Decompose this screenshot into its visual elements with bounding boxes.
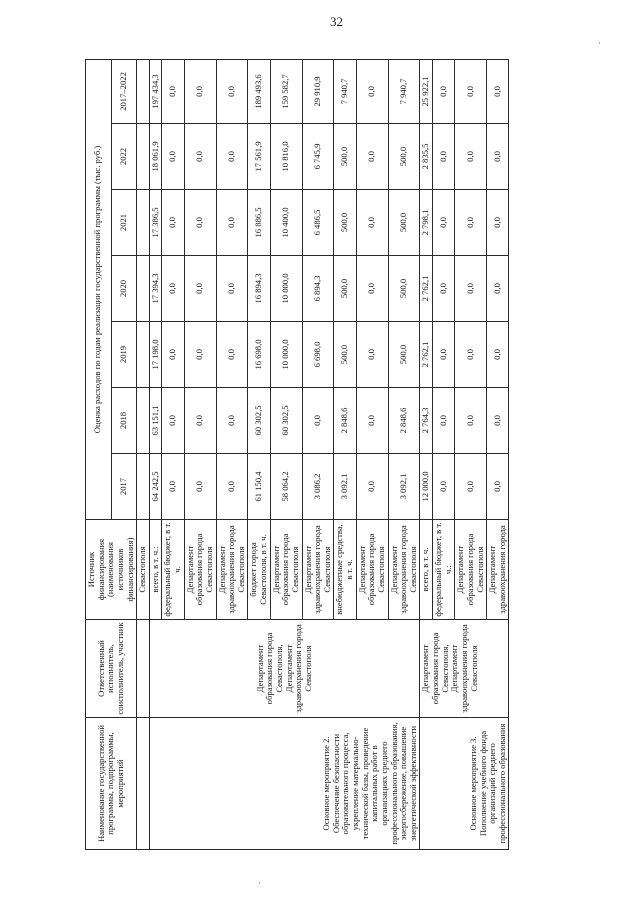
value-cell: 500,0 (334, 124, 356, 190)
value-cell: 2 848,6 (388, 388, 420, 454)
source-cell: федеральный бюджет, в т. ч. (162, 520, 184, 620)
value-cell (137, 388, 150, 454)
total-cell: 0,0 (433, 59, 455, 123)
value-cell: 500,0 (388, 124, 420, 190)
value-cell: 500,0 (334, 322, 356, 388)
budget-table (85, 59, 509, 850)
value-cell: 0,0 (184, 124, 216, 190)
value-cell: 61 150,4 (248, 454, 270, 520)
value-cell: 0,0 (487, 124, 509, 190)
value-cell: 63 151,1 (149, 388, 162, 454)
source-cell: Севастополя (137, 520, 150, 620)
value-cell: 0,0 (455, 256, 487, 322)
value-cell: 17 394,3 (149, 256, 162, 322)
value-cell: 3 086,2 (302, 454, 334, 520)
value-cell: 0,0 (356, 322, 388, 388)
value-cell: 0,0 (487, 190, 509, 256)
value-cell: 64 242,5 (149, 454, 162, 520)
rotated-table-container (85, 60, 605, 850)
value-cell (137, 124, 150, 190)
value-cell: 0,0 (487, 256, 509, 322)
total-cell: 0,0 (216, 59, 248, 123)
value-cell: 500,0 (334, 190, 356, 256)
scan-speck: · (598, 38, 601, 48)
value-cell: 500,0 (334, 256, 356, 322)
value-cell: 0,0 (433, 256, 455, 322)
value-cell: 0,0 (433, 388, 455, 454)
measure-executor: Департамент образования города Севастополя, Департамент здравоохранения города Севастополя (420, 620, 509, 718)
value-cell: 0,0 (184, 322, 216, 388)
value-cell: 17 561,9 (248, 124, 270, 190)
value-cell: 0,0 (356, 124, 388, 190)
total-cell: 0,0 (356, 59, 388, 123)
value-cell: 0,0 (356, 388, 388, 454)
header-year: 2020 (111, 256, 137, 322)
header-year-total: 2017–2022 (111, 59, 137, 123)
value-cell: 6 745,9 (302, 124, 334, 190)
value-cell: 0,0 (433, 322, 455, 388)
value-cell: 0,0 (356, 454, 388, 520)
value-cell: 18 061,9 (149, 124, 162, 190)
value-cell: 60 302,5 (270, 388, 302, 454)
source-cell: Департамент образования города Севастополя (270, 520, 302, 620)
value-cell: 2 762,1 (420, 322, 433, 388)
value-cell: 10 400,0 (270, 190, 302, 256)
source-cell: Департамент здравоохранения города Севастополя (388, 520, 420, 620)
value-cell: 0,0 (433, 190, 455, 256)
value-cell: 0,0 (455, 190, 487, 256)
value-cell: 12 000,0 (420, 454, 433, 520)
value-cell: 0,0 (162, 124, 184, 190)
header-year: 2022 (111, 124, 137, 190)
page-number: 32 (330, 14, 343, 29)
source-cell: Департамент здравоохранения города (487, 520, 509, 620)
total-cell: 197 434,3 (149, 59, 162, 123)
source-cell: всего, в т. ч. (420, 520, 433, 620)
value-cell: 3 092,1 (334, 454, 356, 520)
total-cell: 0,0 (184, 59, 216, 123)
value-cell: 0,0 (455, 388, 487, 454)
value-cell (137, 454, 150, 520)
source-cell: внебюджетные средства, в т. ч. (334, 520, 356, 620)
value-cell: 0,0 (216, 454, 248, 520)
value-cell (137, 59, 150, 123)
value-cell: 17 198,0 (149, 322, 162, 388)
total-cell: 7 940,7 (334, 59, 356, 123)
value-cell: 0,0 (487, 454, 509, 520)
value-cell: 17 386,5 (149, 190, 162, 256)
value-cell: 6 698,0 (302, 322, 334, 388)
table-row (137, 59, 150, 849)
header-year: 2019 (111, 322, 137, 388)
value-cell: 16 894,3 (248, 256, 270, 322)
source-cell: Департамент образования города Севастополя (356, 520, 388, 620)
value-cell: 0,0 (162, 190, 184, 256)
value-cell: 0,0 (487, 388, 509, 454)
value-cell: 0,0 (433, 124, 455, 190)
total-cell: 159 582,7 (270, 59, 302, 123)
value-cell: 0,0 (216, 190, 248, 256)
header-year: 2021 (111, 190, 137, 256)
value-cell: 0,0 (162, 454, 184, 520)
value-cell: 2 764,3 (420, 388, 433, 454)
source-cell: федеральный бюджет, в т. ч.: (433, 520, 455, 620)
header-executor: Ответственный исполнитель, соисполнитель, участник (86, 620, 137, 718)
cell (137, 620, 150, 718)
value-cell: 16 698,0 (248, 322, 270, 388)
total-cell: 0,0 (162, 59, 184, 123)
value-cell: 0,0 (184, 190, 216, 256)
total-cell: 7 940,7 (388, 59, 420, 123)
value-cell: 0,0 (455, 124, 487, 190)
value-cell: 0,0 (162, 388, 184, 454)
value-cell: 2 798,1 (420, 190, 433, 256)
value-cell: 0,0 (216, 388, 248, 454)
total-cell: 0,0 (487, 59, 509, 123)
value-cell: 10 000,0 (270, 256, 302, 322)
measure-name: Основное мероприятие 3. Пополнение учебного фонда организаций среднего профессионального образования (420, 718, 509, 850)
value-cell: 0,0 (455, 322, 487, 388)
source-cell: бюджет города Севастополя, в т. ч. (248, 520, 270, 620)
value-cell: 10 000,0 (270, 322, 302, 388)
total-cell: 189 493,6 (248, 59, 270, 123)
source-cell: Департамент здравоохранения города Севастополя (216, 520, 248, 620)
header-source: Источник финансирования (наименования источников финансирования) (86, 520, 137, 620)
source-cell: всего, в т. ч.: (149, 520, 162, 620)
value-cell: 500,0 (388, 322, 420, 388)
value-cell: 0,0 (184, 454, 216, 520)
value-cell: 2 848,6 (334, 388, 356, 454)
scan-speck: · (258, 878, 261, 888)
value-cell: 60 302,5 (248, 388, 270, 454)
total-cell: 29 910,9 (302, 59, 334, 123)
total-cell: 0,0 (455, 59, 487, 123)
value-cell: 3 092,1 (388, 454, 420, 520)
value-cell: 0,0 (162, 256, 184, 322)
header-name: Наименование государственной программы, подпрограммы, мероприятий (86, 718, 137, 850)
value-cell: 16 886,5 (248, 190, 270, 256)
value-cell: 0,0 (455, 454, 487, 520)
value-cell: 2 762,1 (420, 256, 433, 322)
total-cell: 25 922,1 (420, 59, 433, 123)
value-cell: 0,0 (356, 256, 388, 322)
source-cell: Департамент образования города Севастополя (455, 520, 487, 620)
value-cell: 0,0 (162, 322, 184, 388)
value-cell: 0,0 (433, 454, 455, 520)
value-cell: 0,0 (184, 388, 216, 454)
value-cell: 0,0 (356, 190, 388, 256)
value-cell: 0,0 (302, 388, 334, 454)
value-cell (137, 256, 150, 322)
value-cell: 0,0 (216, 322, 248, 388)
table-row (149, 59, 162, 849)
cell (137, 718, 150, 850)
value-cell (137, 190, 150, 256)
value-cell: 0,0 (184, 256, 216, 322)
value-cell: 500,0 (388, 256, 420, 322)
value-cell: 500,0 (388, 190, 420, 256)
source-cell: Департамент образования города Севастополя (184, 520, 216, 620)
value-cell: 2 835,5 (420, 124, 433, 190)
value-cell: 58 064,2 (270, 454, 302, 520)
value-cell: 0,0 (216, 256, 248, 322)
value-cell: 6 894,3 (302, 256, 334, 322)
value-cell: 0,0 (216, 124, 248, 190)
value-cell: 0,0 (487, 322, 509, 388)
value-cell: 10 816,0 (270, 124, 302, 190)
measure-name: Основное мероприятие 2. Обеспечение безопасности образовательного процесса, укрепление материально-технической базы, проведение капитальных работ в организациях среднего профессионального образования, энергосбережение, повышение энергетической эффективности (149, 718, 420, 850)
header-estimate: Оценка расходов по годам реализации государственной программы (тыс. руб.) (86, 59, 112, 519)
value-cell: 6 486,5 (302, 190, 334, 256)
table-row (420, 59, 433, 849)
source-cell: Департамент здравоохранения города Севастополя (302, 520, 334, 620)
value-cell (137, 322, 150, 388)
measure-executor: Департамент образования города Севастополя, Департамент здравоохранения города Севастополя (149, 620, 420, 718)
header-year: 2017 (111, 454, 137, 520)
header-year: 2018 (111, 388, 137, 454)
